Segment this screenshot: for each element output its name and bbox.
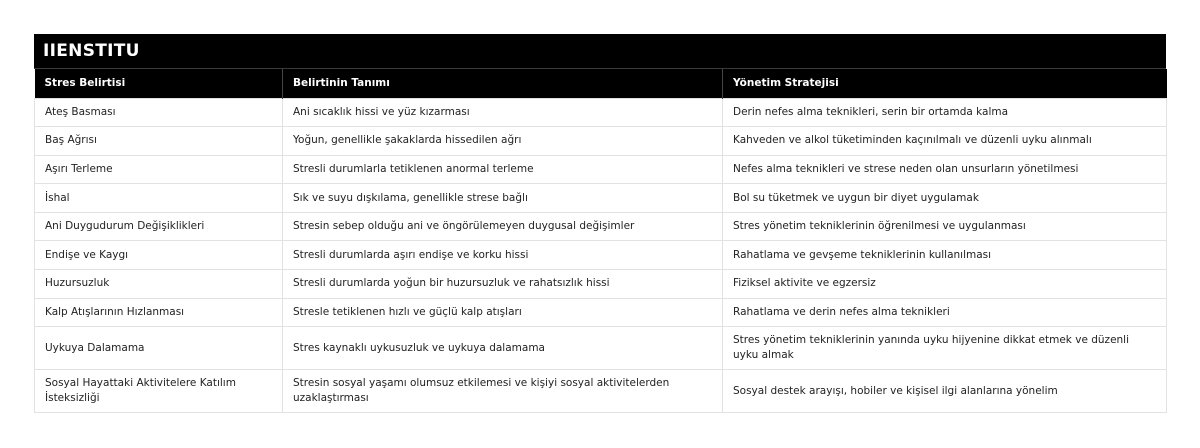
strategy-cell: Derin nefes alma teknikleri, serin bir ortamda kalma (723, 98, 1167, 127)
table-row (35, 155, 1167, 184)
column-header-symptom: Stres Belirtisi (35, 69, 283, 98)
symptom-cell: Huzursuzluk (35, 270, 283, 299)
table-row (35, 327, 1167, 370)
column-header-strategy: Yönetim Stratejisi (723, 69, 1167, 98)
symptom-cell: Kalp Atışlarının Hızlanması (35, 298, 283, 327)
stress-symptoms-table (34, 69, 1167, 413)
table-row (35, 212, 1167, 241)
strategy-cell: Stres yönetim tekniklerinin yanında uyku hijyenine dikkat etmek ve düzenli uyku almak (723, 327, 1167, 370)
symptom-cell: Sosyal Hayattaki Aktivitelere Katılım İsteksizliği (35, 370, 283, 413)
stress-table-card (34, 34, 1166, 413)
description-cell: Yoğun, genellikle şakaklarda hissedilen ağrı (283, 127, 723, 156)
symptom-cell: Endişe ve Kaygı (35, 241, 283, 270)
description-cell: Stresli durumlarda yoğun bir huzursuzluk ve rahatsızlık hissi (283, 270, 723, 299)
strategy-cell: Stres yönetim tekniklerinin öğrenilmesi ve uygulanması (723, 212, 1167, 241)
symptom-cell: İshal (35, 184, 283, 213)
table-row (35, 270, 1167, 299)
table-row (35, 127, 1167, 156)
strategy-cell: Rahatlama ve gevşeme tekniklerinin kullanılması (723, 241, 1167, 270)
description-cell: Ani sıcaklık hissi ve yüz kızarması (283, 98, 723, 127)
column-header-description: Belirtinin Tanımı (283, 69, 723, 98)
strategy-cell: Bol su tüketmek ve uygun bir diyet uygulamak (723, 184, 1167, 213)
table-row (35, 298, 1167, 327)
strategy-cell: Fiziksel aktivite ve egzersiz (723, 270, 1167, 299)
symptom-cell: Ani Duygudurum Değişiklikleri (35, 212, 283, 241)
symptom-cell: Uykuya Dalamama (35, 327, 283, 370)
description-cell: Stresle tetiklenen hızlı ve güçlü kalp atışları (283, 298, 723, 327)
symptom-cell: Ateş Basması (35, 98, 283, 127)
description-cell: Stresin sebep olduğu ani ve öngörülemeyen duygusal değişimler (283, 212, 723, 241)
description-cell: Stresin sosyal yaşamı olumsuz etkilemesi ve kişiyi sosyal aktivitelerden uzaklaştırması (283, 370, 723, 413)
description-cell: Stres kaynaklı uykusuzluk ve uykuya dalamama (283, 327, 723, 370)
table-header-row (35, 69, 1167, 98)
table-row (35, 98, 1167, 127)
table-row (35, 241, 1167, 270)
table-row (35, 184, 1167, 213)
symptom-cell: Aşırı Terleme (35, 155, 283, 184)
brand-title: IIENSTITU (34, 34, 1166, 69)
strategy-cell: Rahatlama ve derin nefes alma teknikleri (723, 298, 1167, 327)
description-cell: Stresli durumlarla tetiklenen anormal terleme (283, 155, 723, 184)
strategy-cell: Sosyal destek arayışı, hobiler ve kişisel ilgi alanlarına yönelim (723, 370, 1167, 413)
strategy-cell: Kahveden ve alkol tüketiminden kaçınılmalı ve düzenli uyku alınmalı (723, 127, 1167, 156)
description-cell: Stresli durumlarda aşırı endişe ve korku hissi (283, 241, 723, 270)
strategy-cell: Nefes alma teknikleri ve strese neden olan unsurların yönetilmesi (723, 155, 1167, 184)
description-cell: Sık ve suyu dışkılama, genellikle strese bağlı (283, 184, 723, 213)
symptom-cell: Baş Ağrısı (35, 127, 283, 156)
table-row (35, 370, 1167, 413)
